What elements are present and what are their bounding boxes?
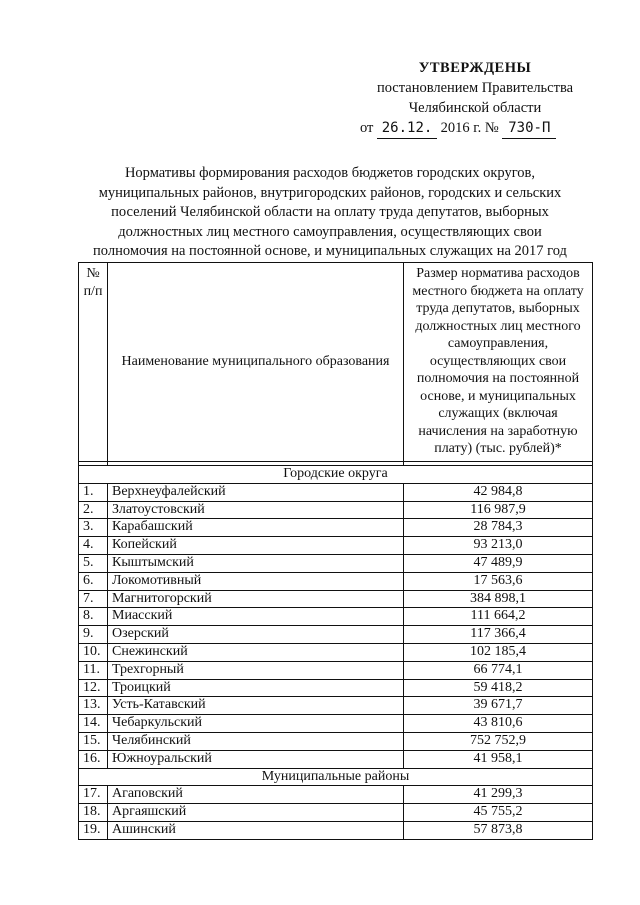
row-number: 18.	[79, 804, 108, 822]
table-row	[79, 786, 593, 804]
row-number: 2.	[79, 501, 108, 519]
row-number: 10.	[79, 643, 108, 661]
row-name: Агаповский	[108, 786, 404, 804]
approval-line-1: постановлением Правительства	[376, 80, 574, 96]
row-value: 42 984,8	[404, 483, 593, 501]
row-name: Златоустовский	[108, 501, 404, 519]
section-title: Городские округа	[79, 466, 593, 484]
table-row	[79, 715, 593, 733]
row-number: 7.	[79, 590, 108, 608]
row-value: 45 755,2	[404, 804, 593, 822]
row-name: Ашинский	[108, 821, 404, 839]
row-value: 111 664,2	[404, 608, 593, 626]
table-row	[79, 661, 593, 679]
header-number	[79, 263, 108, 462]
approval-line-2: Челябинской области	[408, 100, 542, 116]
row-name: Южноуральский	[108, 750, 404, 768]
row-name: Озерский	[108, 626, 404, 644]
row-number: 12.	[79, 679, 108, 697]
header-number-abbr: п/п	[83, 284, 103, 299]
row-number: 16.	[79, 750, 108, 768]
row-name: Кыштымский	[108, 554, 404, 572]
table-header-row	[79, 263, 593, 462]
row-value: 116 987,9	[404, 501, 593, 519]
row-value: 66 774,1	[404, 661, 593, 679]
title-line: Нормативы формирования расходов бюджетов городских округов,	[124, 165, 536, 181]
row-value: 28 784,3	[404, 519, 593, 537]
row-number: 4.	[79, 537, 108, 555]
row-number: 6.	[79, 572, 108, 590]
row-value: 93 213,0	[404, 537, 593, 555]
row-value: 39 671,7	[404, 697, 593, 715]
title-line: должностных лиц местного самоуправления, осуществляющих свои	[118, 223, 542, 240]
row-value: 41 958,1	[404, 750, 593, 768]
row-number: 3.	[79, 519, 108, 537]
row-value: 57 873,8	[404, 821, 593, 839]
row-name: Чебаркульский	[108, 715, 404, 733]
table-row	[79, 519, 593, 537]
row-value: 384 898,1	[404, 590, 593, 608]
row-name: Челябинский	[108, 732, 404, 750]
row-number: 9.	[79, 626, 108, 644]
table-row	[79, 732, 593, 750]
handwritten-date: 26.12.	[377, 118, 437, 139]
approved-heading: УТВЕРЖДЕНЫ	[418, 60, 532, 76]
row-value: 59 418,2	[404, 679, 593, 697]
table-row	[79, 554, 593, 572]
table-row	[79, 697, 593, 715]
row-name: Магнитогорский	[108, 590, 404, 608]
table-row	[79, 483, 593, 501]
section-row	[79, 768, 593, 786]
row-value: 752 752,9	[404, 732, 593, 750]
row-number: 13.	[79, 697, 108, 715]
approval-block	[360, 58, 590, 139]
approval-dateline	[360, 118, 590, 139]
table-body	[79, 466, 593, 840]
row-name: Локомотивный	[108, 572, 404, 590]
title-line: поселений Челябинской области на оплату труда депутатов, выборных	[111, 204, 549, 220]
row-name: Карабашский	[108, 519, 404, 537]
table-row	[79, 750, 593, 768]
header-number-symbol: №	[86, 266, 100, 281]
row-name: Усть-Катавский	[108, 697, 404, 715]
header-value: Размер норматива расходов местного бюджета на оплату труда депутатов, выборных должностных лиц местного самоуправления, осуществляющих свои полномочия на постоянной основе, и муниципальных служащих (включая начисления на заработную плату) (тыс. рублей)*	[404, 263, 593, 462]
row-number: 19.	[79, 821, 108, 839]
row-name: Снежинский	[108, 643, 404, 661]
section-title: Муниципальные районы	[79, 768, 593, 786]
row-name: Миасский	[108, 608, 404, 626]
row-number: 11.	[79, 661, 108, 679]
row-number: 17.	[79, 786, 108, 804]
row-name: Аргаяшский	[108, 804, 404, 822]
title-line: муниципальных районов, внутригородских районов, городских и сельских	[98, 184, 562, 201]
table-row	[79, 590, 593, 608]
document-title	[60, 164, 600, 262]
handwritten-number: 730-П	[502, 118, 556, 139]
row-value: 41 299,3	[404, 786, 593, 804]
row-value: 17 563,6	[404, 572, 593, 590]
row-value: 43 810,6	[404, 715, 593, 733]
header-name: Наименование муниципального образования	[108, 263, 404, 462]
row-value: 102 185,4	[404, 643, 593, 661]
row-value: 47 489,9	[404, 554, 593, 572]
title-line: полномочия на постоянной основе, и муниципальных служащих на 2017 год	[93, 243, 567, 259]
row-number: 14.	[79, 715, 108, 733]
row-value: 117 366,4	[404, 626, 593, 644]
table-row	[79, 679, 593, 697]
row-name: Копейский	[108, 537, 404, 555]
row-number: 8.	[79, 608, 108, 626]
table-row	[79, 804, 593, 822]
table-row	[79, 608, 593, 626]
year-label: 2016 г. №	[440, 120, 499, 136]
row-number: 1.	[79, 483, 108, 501]
table-row	[79, 643, 593, 661]
table-row	[79, 537, 593, 555]
table-row	[79, 821, 593, 839]
table-row	[79, 626, 593, 644]
table-row	[79, 572, 593, 590]
row-name: Троицкий	[108, 679, 404, 697]
row-number: 5.	[79, 554, 108, 572]
section-row	[79, 466, 593, 484]
from-label: от	[360, 120, 374, 136]
row-name: Верхнеуфалейский	[108, 483, 404, 501]
table-row	[79, 501, 593, 519]
row-number: 15.	[79, 732, 108, 750]
norms-table	[78, 262, 593, 840]
row-name: Трехгорный	[108, 661, 404, 679]
